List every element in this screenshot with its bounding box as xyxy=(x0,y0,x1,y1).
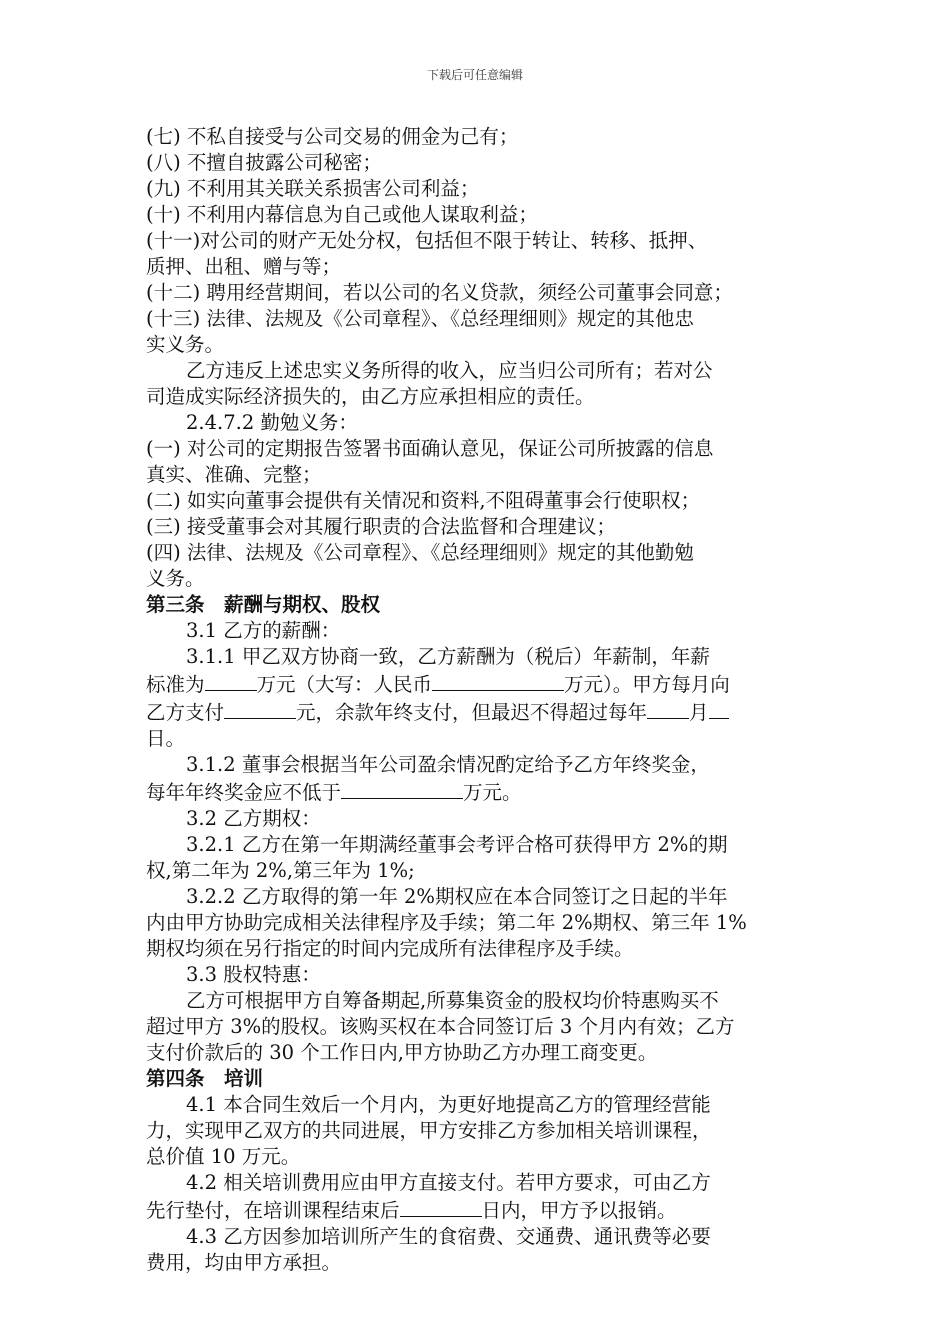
section-3-3: 3.3 股权特惠： xyxy=(186,963,321,986)
diligence-item-2: (二) 如实向董事会提供有关情况和资料,不阻碍董事会行使职权； xyxy=(146,489,701,512)
paragraph-loyalty-breach: 乙方违反上述忠实义务所得的收入，应当归公司所有；若对公 xyxy=(186,359,713,382)
duty-item-12: (十二) 聘用经营期间，若以公司的名义贷款，须经公司董事会同意； xyxy=(146,281,733,304)
duty-item-9: (九) 不利用其关联关系损害公司利益； xyxy=(146,177,480,200)
salary-amount-blank[interactable] xyxy=(205,670,257,691)
duty-item-7: (七) 不私自接受与公司交易的佣金为己有； xyxy=(146,125,519,148)
duty-item-13: (十三) 法律、法规及《公司章程》、《总经理细则》规定的其他忠 xyxy=(146,307,694,330)
section-4-1-cont2: 总价值 10 万元。 xyxy=(146,1145,301,1168)
article-4-heading: 第四条 培训 xyxy=(146,1067,264,1090)
duty-item-13-cont: 实义务。 xyxy=(146,333,225,356)
article-3-heading: 第三条 薪酬与期权、股权 xyxy=(146,593,381,616)
section-4-1-cont1: 力，实现甲乙双方的共同进展，甲方安排乙方参加相关培训课程， xyxy=(146,1119,712,1142)
duty-item-11-cont: 质押、出租、赠与等； xyxy=(146,255,342,278)
section-2-4-7-2: 2.4.7.2 勤勉义务： xyxy=(186,411,358,434)
duty-item-10: (十) 不利用内幕信息为自己或他人谋取利益； xyxy=(146,203,538,226)
section-3-1: 3.1 乙方的薪酬： xyxy=(186,619,341,642)
duty-item-8: (八) 不擅自披露公司秘密； xyxy=(146,151,382,174)
salary-capital-blank[interactable] xyxy=(432,670,564,691)
section-4-3: 4.3 乙方因参加培训所产生的食宿费、交通费、通讯费等必要 xyxy=(186,1225,711,1248)
section-3-2-2: 3.2.2 乙方取得的第一年 2%期权应在本合同签订之日起的半年 xyxy=(186,885,728,908)
bonus-line: 每年年终奖金应不低于 万元。 xyxy=(146,778,816,806)
diligence-item-1-cont: 真实、准确、完整； xyxy=(146,463,322,486)
paragraph-loyalty-breach-cont: 司造成实际经济损失的，由乙方应承担相应的责任。 xyxy=(146,385,595,408)
section-4-3-cont: 费用，均由甲方承担。 xyxy=(146,1251,342,1274)
diligence-item-4: (四) 法律、法规及《公司章程》、《总经理细则》规定的其他勤勉 xyxy=(146,541,694,564)
reimburse-line: 先行垫付，在培训课程结束后 日内，甲方予以报销。 xyxy=(146,1196,816,1224)
section-3-2: 3.2 乙方期权： xyxy=(186,807,321,830)
section-3-2-1: 3.2.1 乙方在第一年期满经董事会考评合格可获得甲方 2%的期 xyxy=(186,833,728,856)
monthly-amount-blank[interactable] xyxy=(224,698,296,719)
equity-paragraph: 乙方可根据甲方自筹备期起,所募集资金的股权均价特惠购买不 xyxy=(186,989,719,1012)
section-3-1-1: 3.1.1 甲乙双方协商一致，乙方薪酬为（税后）年薪制，年薪 xyxy=(186,645,710,668)
monthly-pay-line-cont: 日。 xyxy=(146,727,186,750)
diligence-item-1: (一) 对公司的定期报告签署书面确认意见，保证公司所披露的信息 xyxy=(146,437,714,460)
diligence-item-3: (三) 接受董事会对其履行职责的合法监督和合理建议； xyxy=(146,515,616,538)
diligence-item-4-cont: 义务。 xyxy=(146,567,205,590)
contract-body xyxy=(146,124,816,1276)
equity-paragraph-cont1: 超过甲方 3%的股权。该购买权在本合同签订后 3 个月内有效；乙方 xyxy=(146,1015,735,1038)
equity-paragraph-cont2: 支付价款后的 30 个工作日内,甲方协助乙方办理工商变更。 xyxy=(146,1041,658,1064)
section-3-2-1-cont: 权,第二年为 2%,第三年为 1%; xyxy=(146,859,415,882)
bonus-amount-blank[interactable] xyxy=(341,778,463,799)
month-blank[interactable] xyxy=(647,698,689,719)
day-blank[interactable] xyxy=(709,698,729,719)
reimburse-days-blank[interactable] xyxy=(400,1196,482,1217)
monthly-pay-line: 乙方支付 元，余款年终支付，但最迟不得超过每年 月 xyxy=(146,698,816,726)
duty-item-11: (十一)对公司的财产无处分权，包括但不限于转让、转移、抵押、 xyxy=(146,229,708,252)
section-3-1-2: 3.1.2 董事会根据当年公司盈余情况酌定给予乙方年终奖金， xyxy=(186,753,710,776)
section-4-2: 4.2 相关培训费用应由甲方直接支付。若甲方要求，可由乙方 xyxy=(186,1171,711,1194)
page-header: 下载后可任意编辑 xyxy=(426,68,523,82)
section-3-2-2-cont1: 内由甲方协助完成相关法律程序及手续；第二年 2%期权、第三年 1% xyxy=(146,911,747,934)
section-3-2-2-cont2: 期权均须在另行指定的时间内完成所有法律程序及手续。 xyxy=(146,937,634,960)
section-4-1: 4.1 本合同生效后一个月内，为更好地提高乙方的管理经营能 xyxy=(186,1093,711,1116)
salary-line: 标准为 万元（大写：人民币 万元）。甲方每月向 xyxy=(146,670,816,698)
